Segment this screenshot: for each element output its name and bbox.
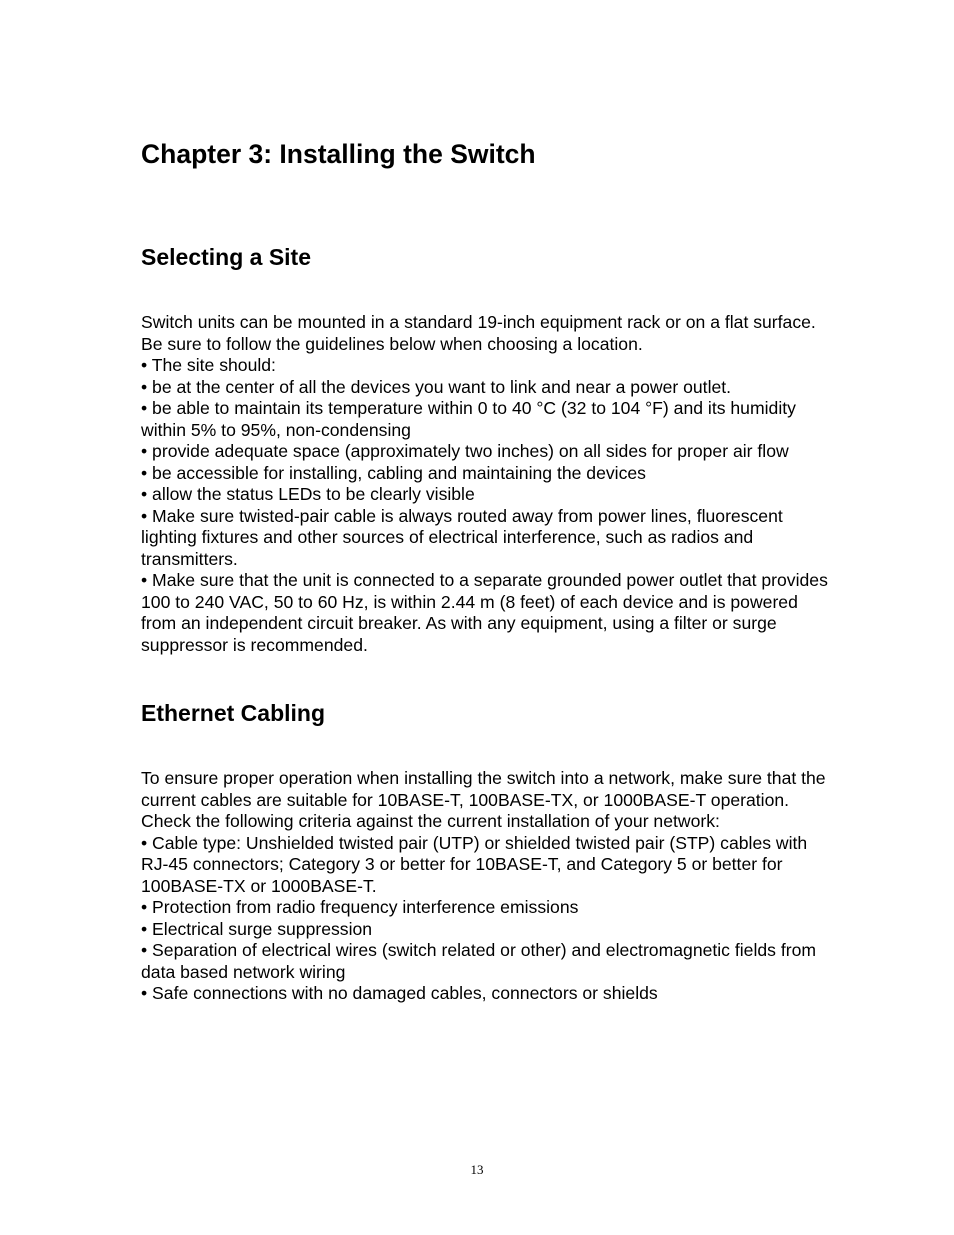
list-item: • Protection from radio frequency interference emissions [141,897,579,917]
list-item: • Make sure twisted-pair cable is always routed away from power lines, fluorescent lighting fixtures and other sources of electrical interference, such as radios and transmitters. [141,505,783,569]
section-heading-ethernet-cabling: Ethernet Cabling [141,700,326,726]
paragraph: Switch units can be mounted in a standard 19-inch equipment rack or on a flat surface. Be sure to follow the guidelines below when choosing a location. [141,312,816,354]
section-heading-selecting-a-site: Selecting a Site [141,244,312,270]
list-item: • Electrical surge suppression [141,918,373,939]
list-item: • Separation of electrical wires (switch related or other) and electromagnetic fields from data based network wiring [141,940,817,982]
list-item: • be accessible for installing, cabling and maintaining the devices [141,462,646,483]
list-item: • Safe connections with no damaged cables, connectors or shields [141,983,658,1003]
chapter-title: Chapter 3: Installing the Switch [141,139,536,169]
list-item: • The site should: [141,355,276,375]
section-body-ethernet-cabling [141,768,831,1005]
list-item: • be at the center of all the devices you want to link and near a power outlet. [141,376,732,397]
list-item: • Cable type: Unshielded twisted pair (UTP) or shielded twisted pair (STP) cables with RJ-45 connectors; Category 3 or better for 10BASE-T, and Category 5 or better for 100BASE-TX or 1000BASE-T. [141,832,808,896]
section-body-selecting-a-site [141,312,831,656]
list-item: • Make sure that the unit is connected to a separate grounded power outlet that provides 100 to 240 VAC, 50 to 60 Hz, is within 2.44 m (8 feet) of each device and is powered from an independent circuit breaker. As with any equipment, using a filter or surge suppressor is recommended. [141,570,828,655]
list-item: • be able to maintain its temperature within 0 to 40 °C (32 to 104 °F) and its humidity within 5% to 95%, non-condensing [141,398,796,440]
paragraph: To ensure proper operation when installing the switch into a network, make sure that the current cables are suitable for 10BASE-T, 100BASE-TX, or 1000BASE-T operation. Check the following criteria against the current installation of your network: [141,768,826,831]
list-item: • provide adequate space (approximately two inches) on all sides for proper air flow [141,441,789,461]
list-item: • allow the status LEDs to be clearly visible [141,484,475,504]
page-number: 13 [470,1162,484,1177]
